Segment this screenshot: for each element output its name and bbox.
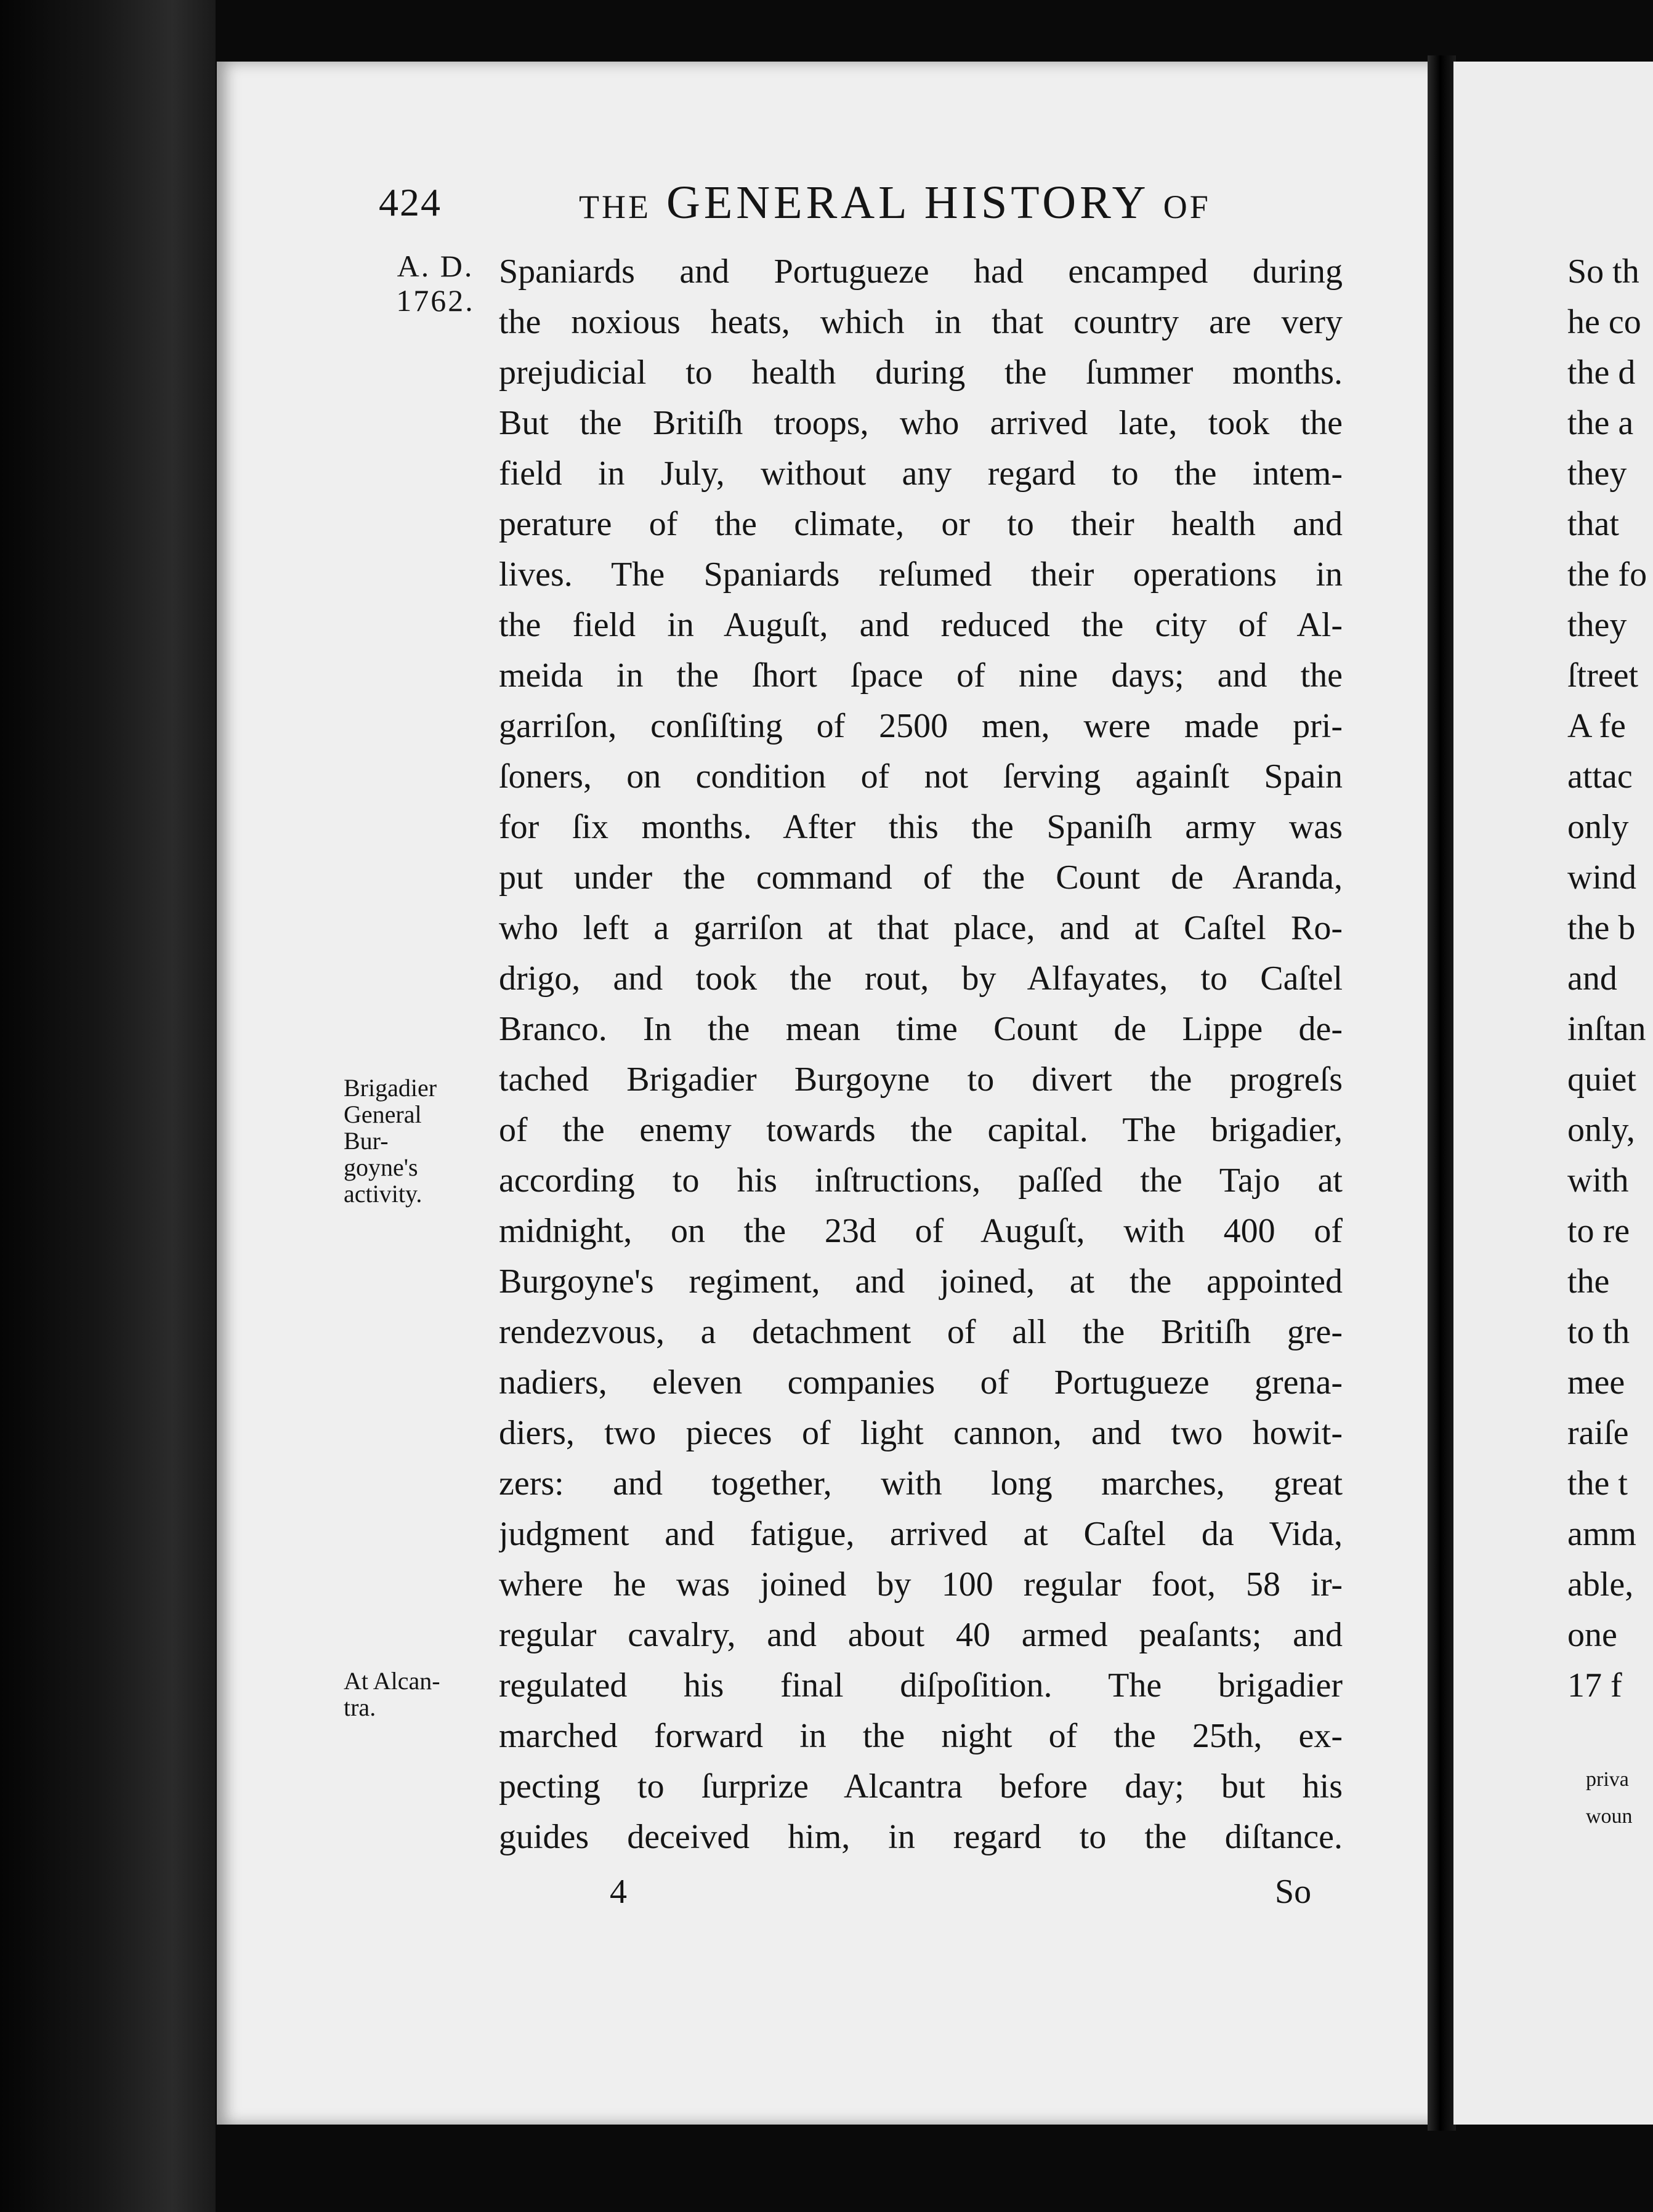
text-line: regular cavalry, and about 40 armed peaſants; and — [499, 1616, 1343, 1654]
right-page-line: to re — [1567, 1212, 1630, 1250]
right-page-line: only — [1567, 808, 1629, 846]
right-page-line: the b — [1567, 909, 1636, 947]
year-note-line: 1762. — [396, 283, 475, 318]
side-note-line: goyne's — [344, 1153, 418, 1181]
text-line: the noxious heats, which in that country are very — [499, 303, 1343, 341]
text-line: rendezvous, a detachment of all the Britiſh gre- — [499, 1313, 1343, 1351]
right-footnote-line: woun — [1586, 1805, 1633, 1828]
text-line: marched forward in the night of the 25th, ex- — [499, 1717, 1343, 1755]
text-line: field in July, without any regard to the intem- — [499, 454, 1343, 493]
text-line: the field in Auguſt, and reduced the city of Al- — [499, 606, 1343, 644]
right-page-line: ſtreet — [1567, 656, 1639, 695]
right-page-line: attac — [1567, 757, 1633, 796]
text-line: meida in the ſhort ſpace of nine days; and the — [499, 656, 1343, 695]
side-note-line: General — [344, 1100, 422, 1128]
text-line: guides deceived him, in regard to the diſtance. — [499, 1818, 1343, 1856]
book-spine — [0, 0, 216, 2212]
right-page-line: raiſe — [1567, 1414, 1629, 1452]
text-line: put under the command of the Count de Aranda, — [499, 858, 1343, 897]
text-line: for ſix months. After this the Spaniſh army was — [499, 808, 1343, 846]
text-line: prejudicial to health during the ſummer months. — [499, 353, 1343, 392]
text-line: drigo, and took the rout, by Alfayates, to Caſtel — [499, 959, 1343, 998]
text-line: according to his inſtructions, paſſed the Tajo at — [499, 1161, 1343, 1200]
right-page-text — [1567, 246, 1653, 1711]
side-note-alcantra — [344, 1668, 476, 1721]
text-line: ſoners, on condition of not ſerving againſt Spain — [499, 757, 1343, 796]
text-line: nadiers, eleven companies of Portugueze grena- — [499, 1363, 1343, 1402]
text-line: judgment and fatigue, arrived at Caſtel da Vida, — [499, 1515, 1343, 1553]
page-gutter — [1428, 55, 1456, 2131]
text-line: diers, two pieces of light cannon, and two howit- — [499, 1414, 1343, 1452]
text-line: where he was joined by 100 regular foot, 58 ir- — [499, 1565, 1343, 1604]
main-text-block — [499, 246, 1343, 1862]
right-page-line: mee — [1567, 1363, 1625, 1402]
right-page-line: able, — [1567, 1565, 1634, 1604]
side-note-line: At Alcan- — [344, 1667, 440, 1695]
side-note-line: activity. — [344, 1180, 422, 1208]
text-line: garriſon, conſiſting of 2500 men, were made pri- — [499, 707, 1343, 745]
text-line: of the enemy towards the capital. The brigadier, — [499, 1111, 1343, 1149]
right-page-line: and — [1567, 959, 1617, 998]
right-page-line: they — [1567, 606, 1627, 644]
page-number: 424 — [379, 180, 442, 224]
running-head — [379, 176, 1296, 244]
text-line: regulated his final diſpoſition. The brigadier — [499, 1666, 1343, 1705]
year-margin-note — [383, 249, 488, 318]
right-page-line: quiet — [1567, 1060, 1636, 1099]
title-prefix: THE — [579, 188, 651, 225]
title-suffix: OF — [1163, 188, 1211, 225]
right-page-line: the t — [1567, 1464, 1628, 1503]
right-page-line: wind — [1567, 858, 1636, 897]
right-page-line: 17 f — [1567, 1666, 1622, 1705]
right-page-line: So th — [1567, 252, 1639, 291]
right-page-line: that — [1567, 505, 1619, 543]
right-page-line: to th — [1567, 1313, 1630, 1351]
text-line: zers: and together, with long marches, great — [499, 1464, 1343, 1503]
right-page-line: A fe — [1567, 707, 1626, 745]
page-header-title — [579, 176, 1211, 230]
side-note-line: Bur- — [344, 1127, 389, 1155]
text-line: perature of the climate, or to their health and — [499, 505, 1343, 543]
title-main: GENERAL HISTORY — [666, 177, 1148, 228]
side-note-line: Brigadier — [344, 1074, 437, 1102]
right-page-line: one — [1567, 1616, 1617, 1654]
right-page-line: amm — [1567, 1515, 1636, 1553]
right-page-line: the — [1567, 1262, 1610, 1301]
text-line: Branco. In the mean time Count de Lippe de- — [499, 1010, 1343, 1048]
side-note-line: tra. — [344, 1693, 376, 1721]
right-page-line: with — [1567, 1161, 1629, 1200]
right-page-line: the a — [1567, 404, 1634, 442]
text-line: Spaniards and Portugueze had encamped during — [499, 252, 1343, 291]
text-line: who left a garriſon at that place, and at Caſtel Ro- — [499, 909, 1343, 947]
right-page-line: only, — [1567, 1111, 1635, 1149]
text-line: But the Britiſh troops, who arrived late, took the — [499, 404, 1343, 442]
right-page-line: the d — [1567, 353, 1636, 392]
text-line: midnight, on the 23d of Auguſt, with 400 of — [499, 1212, 1343, 1250]
text-line: pecting to ſurprize Alcantra before day; but his — [499, 1767, 1343, 1806]
right-page-footnote — [1586, 1761, 1653, 1835]
catchword: So — [1275, 1873, 1312, 1911]
right-page-line: inſtan — [1567, 1010, 1646, 1048]
text-line: tached Brigadier Burgoyne to divert the progreſs — [499, 1060, 1343, 1099]
right-page-line: the fo — [1567, 555, 1647, 594]
text-line: Burgoyne's regiment, and joined, at the appointed — [499, 1262, 1343, 1301]
text-line: lives. The Spaniards reſumed their operations in — [499, 555, 1343, 594]
right-page-line: he co — [1567, 303, 1641, 341]
signature-mark: 4 — [610, 1873, 627, 1911]
year-note-line: A. D. — [397, 249, 474, 283]
right-footnote-line: priva — [1586, 1768, 1629, 1791]
side-note-burgoyne — [344, 1075, 476, 1207]
right-page-line: they — [1567, 454, 1627, 493]
